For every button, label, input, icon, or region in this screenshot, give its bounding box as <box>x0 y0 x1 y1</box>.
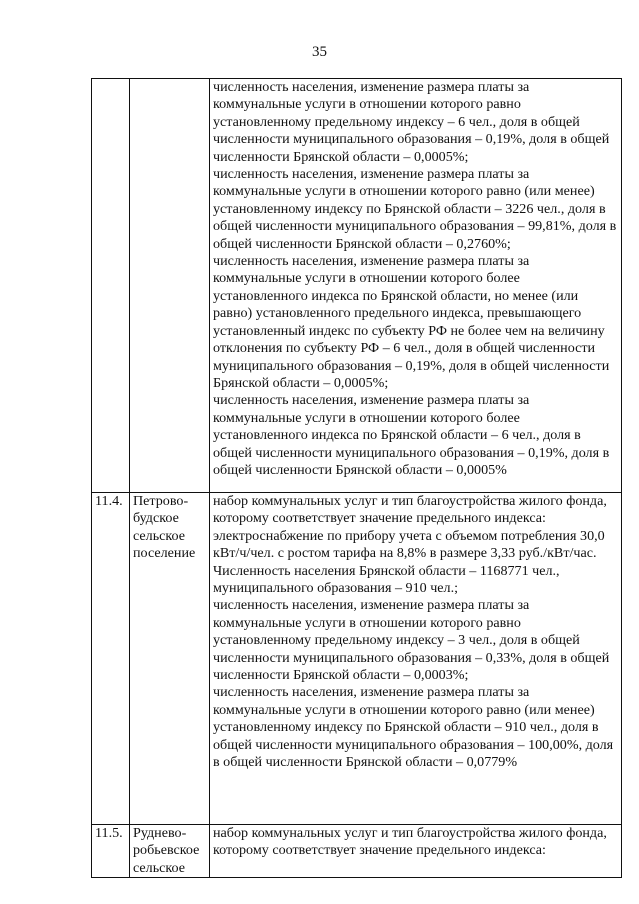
paragraph: электроснабжение по прибору учета с объемом потребления 30,0 кВт/ч/чел. с ростом тарифа на 8,8% в размере 3,33 руб./кВт/час. <box>213 527 605 562</box>
paragraph: набор коммунальных услуг и тип благоустройства жилого фонда, которому соответствует значение предельного индекса: <box>213 493 607 527</box>
paragraph: численность населения, изменение размера платы за коммунальные услуги в отношении которого равно (или менее) установленному индексу по Брянской области – 910 чел., доля в общей численности муниципального образования – 100,00%, доля в общей численности Брянской области – 0,0779% <box>213 684 614 771</box>
page-number: 35 <box>312 44 327 60</box>
row-number: 11.4. <box>92 493 130 825</box>
paragraph: численность населения, изменение размера платы за коммунальные услуги в отношении которого более установленного индекса по Брянской области, но менее (или равно) установленного предельного индекса, превышающего установленный индекс по субъекту РФ не более чем на величину отклонения по субъекту РФ – 6 чел., доля в общей численности муниципального образования – 0,19%, доля в общей численности Брянской области – 0,0005%; <box>213 253 610 391</box>
row-number <box>92 79 130 493</box>
paragraph: численность населения, изменение размера платы за коммунальные услуги в отношении которого равно (или менее) установленному индексу по Брянской области – 3226 чел., доля в общей численности муниципального образования – 99,81%, доля в общей численности Брянской области – 0,2760%; <box>213 166 617 252</box>
tariff-table <box>91 78 622 878</box>
row-description <box>210 825 622 878</box>
table-row <box>92 79 622 493</box>
row-number: 11.5. <box>92 825 130 878</box>
paragraph: Численность населения Брянской области – 1168771 чел., муниципального образования – 910 чел.; <box>213 562 560 597</box>
paragraph: численность населения, изменение размера платы за коммунальные услуги в отношении которого равно установленному предельному индексу – 6 чел., доля в общей численности муниципального образования – 0,19%, доля в общей численности Брянской области – 0,0005%; <box>213 79 610 165</box>
table-row <box>92 493 622 825</box>
settlement-name <box>130 79 210 493</box>
paragraph: численность населения, изменение размера платы за коммунальные услуги в отношении которого более установленного индекса по Брянской области – 6 чел., доля в общей численности муниципального образования – 0,19%, доля в общей численности Брянской области – 0,0005% <box>213 392 610 478</box>
paragraph: набор коммунальных услуг и тип благоустройства жилого фонда, которому соответствует значение предельного индекса: <box>213 825 607 859</box>
row-description <box>210 79 622 493</box>
row-description <box>210 493 622 825</box>
settlement-name: Петрово-будское сельское поселение <box>130 493 210 825</box>
settlement-name: Руднево-робьевское сельское <box>130 825 210 878</box>
paragraph: численность населения, изменение размера платы за коммунальные услуги в отношении которого равно установленному предельному индексу – 3 чел., доля в общей численности муниципального образования – 0,33%, доля в общей численности Брянской области – 0,0003%; <box>213 597 610 684</box>
table-row <box>92 825 622 878</box>
